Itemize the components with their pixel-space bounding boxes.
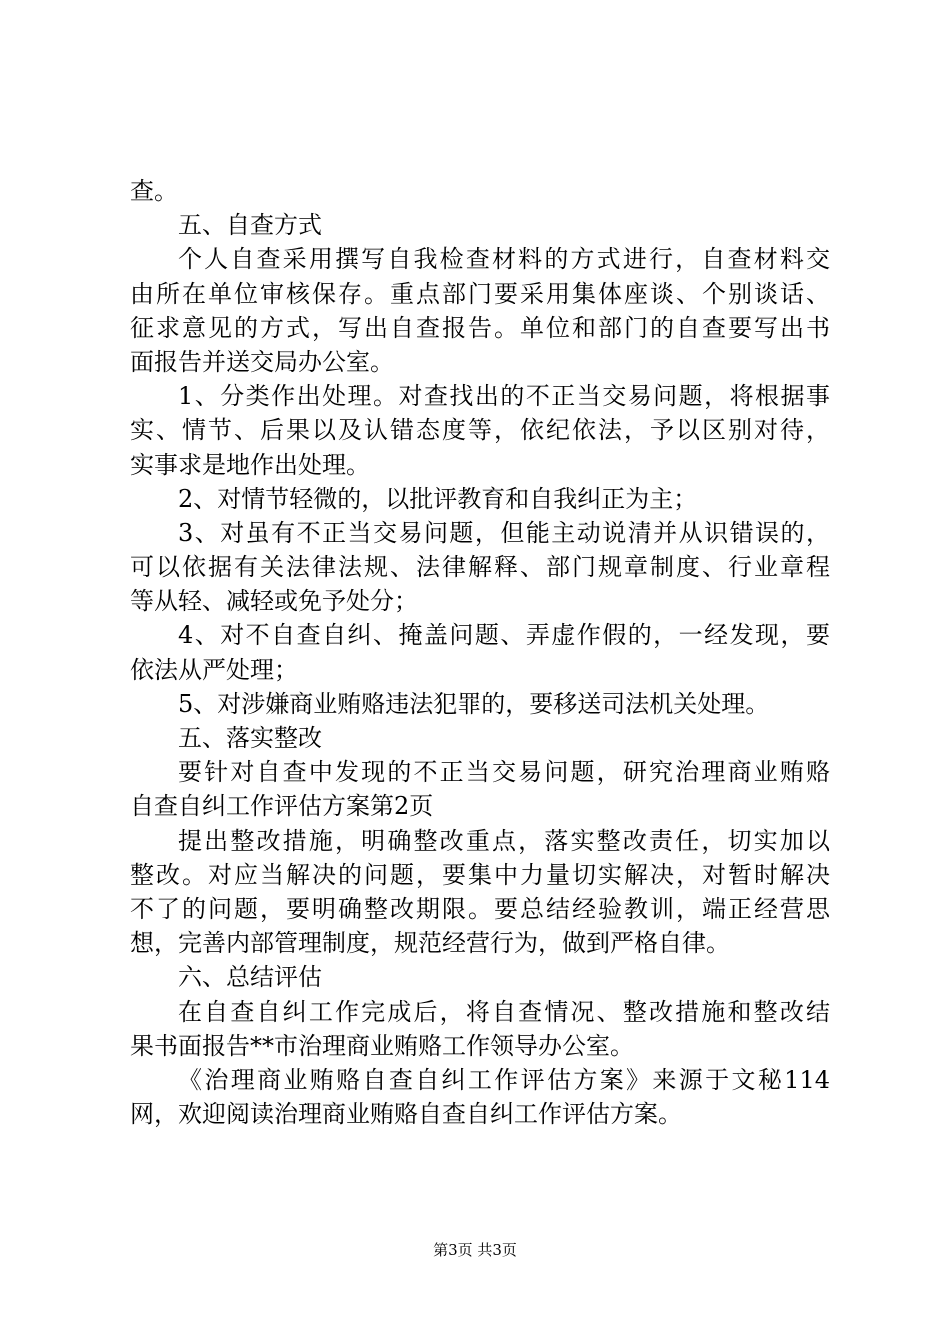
text-line: 要针对自查中发现的不正当交易问题，研究治理商业贿赂 bbox=[178, 758, 830, 787]
text-line: 2、对情节轻微的，以批评教育和自我纠正为主； bbox=[178, 484, 698, 513]
text-line: 面报告并送交局办公室。 bbox=[130, 347, 394, 376]
text-line: 整改。对应当解决的问题，要集中力量切实解决，对暂时解决 bbox=[130, 860, 830, 889]
text-line: 征求意见的方式，写出自查报告。单位和部门的自查要写出书 bbox=[130, 313, 830, 342]
text-line: 《治理商业贿赂自查自纠工作评估方案》来源于文秘114 bbox=[178, 1065, 830, 1094]
text-line: 可以依据有关法律法规、法律解释、部门规章制度、行业章程 bbox=[130, 553, 830, 582]
text-line: 六、总结评估 bbox=[178, 963, 322, 992]
text-line: 3、对虽有不正当交易问题，但能主动说清并从识错误的， bbox=[178, 518, 830, 547]
text-line: 五、落实整改 bbox=[178, 724, 322, 752]
text-line: 由所在单位审核保存。重点部门要采用集体座谈、个别谈话、 bbox=[130, 279, 830, 308]
text-line: 依法从严处理； bbox=[130, 655, 298, 684]
text-line: 4、对不自查自纠、掩盖问题、弄虚作假的，一经发现，要 bbox=[178, 621, 830, 650]
text-line: 网，欢迎阅读治理商业贿赂自查自纠工作评估方案。 bbox=[130, 1100, 682, 1129]
text-line: 查。 bbox=[130, 177, 178, 205]
text-line: 想，完善内部管理制度，规范经营行为，做到严格自律。 bbox=[130, 929, 730, 958]
text-line: 五、自查方式 bbox=[178, 211, 322, 240]
text-line: 实、情节、后果以及认错态度等，依纪依法，予以区别对待， bbox=[130, 416, 830, 445]
text-line: 果书面报告**市治理商业贿赂工作领导办公室。 bbox=[130, 1031, 634, 1060]
text-line: 自查自纠工作评估方案第2页 bbox=[130, 792, 434, 821]
page-footer bbox=[0, 1240, 950, 1260]
text-line: 不了的问题，要明确整改期限。要总结经验教训，端正经营思 bbox=[130, 894, 830, 923]
text-line: 实事求是地作出处理。 bbox=[130, 450, 370, 479]
text-line: 等从轻、减轻或免予处分； bbox=[130, 587, 418, 616]
text-line: 5、对涉嫌商业贿赂违法犯罪的，要移送司法机关处理。 bbox=[178, 689, 770, 718]
document-body bbox=[130, 174, 830, 1131]
text-line: 1、分类作出处理。对查找出的不正当交易问题，将根据事 bbox=[178, 382, 830, 411]
text-line: 个人自查采用撰写自我检查材料的方式进行，自查材料交 bbox=[178, 245, 830, 274]
text-line: 在自查自纠工作完成后，将自查情况、整改措施和整改结 bbox=[178, 997, 830, 1026]
page-number-label: 第3页 共3页 bbox=[433, 1241, 517, 1259]
text-line: 提出整改措施，明确整改重点，落实整改责任，切实加以 bbox=[178, 826, 830, 855]
